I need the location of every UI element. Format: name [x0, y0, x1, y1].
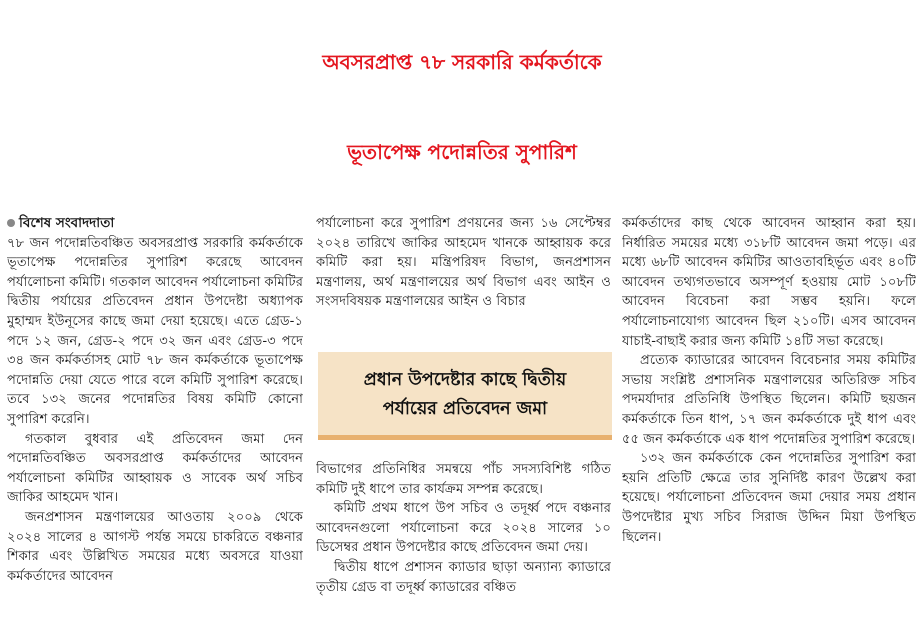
pull-quote-box [318, 352, 612, 440]
paragraph: বিভাগের প্রতিনিধির সমন্বয়ে পাঁচ সদস্যবিশিষ্ট গঠিত কমিটি দুই ধাপে তার কার্যক্রম সম্পন্ন করেছে। [316, 462, 611, 497]
paragraph: গতকাল বুধবার এই প্রতিবেদন জমা দেন পদোন্নতিবঞ্চিত অবসরপ্রাপ্ত কর্মকর্তাদের আবেদন পর্যালোচনা কমিটির আহ্বায়ক ও সাবেক অর্থ সচিব জাকির আহমেদ খান। [7, 431, 303, 506]
bullet-icon [7, 219, 15, 227]
article-column-3 [622, 214, 916, 641]
paragraph: কমিটি প্রথম ধাপে উপ সচিব ও তদূর্ধ্ব পদে বঞ্চনার আবেদনগুলো পর্যালোচনা করে ২০২৪ সালের ১০ ডিসেম্বর প্রধান উপদেষ্টার কাছে প্রতিবেদন জমা দেয়। [316, 501, 611, 556]
pull-quote-line-2: পর্যায়ের প্রতিবেদন জমা [382, 399, 548, 419]
headline-line-1: অবসরপ্রাপ্ত ৭৮ সরকারি কর্মকর্তাকে [322, 50, 602, 74]
article-column-2-bottom [316, 460, 611, 641]
byline-text: বিশেষ সংবাদদাতা [19, 215, 115, 231]
paragraph: কর্মকর্তাদের কাছ থেকে আবেদন আহ্বান করা হয়। নির্ধারিত সময়ের মধ্যে ৩১৮টি আবেদন জমা পড়ে। এর মধ্যে ৬৮টি আবেদন কমিটির আওতাবহির্ভূত এবং ৪০টি আবেদন তথ্যগতভাবে অসম্পূর্ণ হওয়ায় মোট ১০৮টি আবেদন বিবেচনা করা সম্ভব হয়নি। ফলে পর্যালোচনাযোগ্য আবেদন ছিল ২১০টি। এসব আবেদন যাচাই-বাছাই করার জন্য কমিটি ১৪টি সভা করেছে। [622, 216, 916, 349]
paragraph: ১৩২ জন কর্মকর্তাকে কেন পদোন্নতির সুপারিশ করা হয়নি প্রতিটি ক্ষেত্রে তার সুনির্দিষ্ট কারণ উল্লেখ করা হয়েছে। পর্যালোচনা প্রতিবেদন জমা দেয়ার সময় প্রধান উপদেষ্টার মুখ্য সচিব সিরাজ উদ্দিন মিয়া উপস্থিত ছিলেন। [622, 451, 916, 545]
paragraph: দ্বিতীয় ধাপে প্রশাসন ক্যাডার ছাড়া অন্যান্য ক্যাডারে তৃতীয় গ্রেড বা তদূর্ধ্ব ক্যাডারের বঞ্চিত [316, 559, 611, 595]
headline-line-2: ভূতাপেক্ষ পদোন্নতির সুপারিশ [347, 140, 577, 164]
paragraph: পর্যালোচনা করে সুপারিশ প্রণয়নের জন্য ১৬ সেপ্টেম্বর ২০২৪ তারিখে জাকির আহমেদ খানকে আহ্বায়ক করে কমিটি করা হয়। মন্ত্রিপরিষদ বিভাগ, জনপ্রশাসন মন্ত্রণালয়, অর্থ মন্ত্রণালয়ের অর্থ বিভাগ এবং আইন ও সংসদবিষয়ক মন্ত্রণালয়ের আইন ও বিচার [316, 216, 611, 310]
article-column-1 [7, 214, 303, 641]
paragraph: প্রত্যেক ক্যাডারের আবেদন বিবেচনার সময় কমিটির সভায় সংশ্লিষ্ট প্রশাসনিক মন্ত্রণালয়ের অতিরিক্ত সচিব পদমর্যাদার প্রতিনিধি উপস্থিত ছিলেন। কমিটি ছয়জন কর্মকর্তাকে তিন ধাপ, ১৭ জন কর্মকর্তাকে দুই ধাপ এবং ৫৫ জন কর্মকর্তাকে এক ধাপ পদোন্নতির সুপারিশ করেছে। [622, 353, 916, 447]
paragraph: জনপ্রশাসন মন্ত্রণালয়ের আওতায় ২০০৯ থেকে ২০২৪ সালের ৪ আগস্ট পর্যন্ত সময়ে চাকরিতে বঞ্চনার শিকার এবং উল্লিখিত সময়ের মধ্যে অবসরে যাওয়া কর্মকর্তাদের আবেদন [7, 509, 303, 584]
paragraph: ৭৮ জন পদোন্নতিবঞ্চিত অবসরপ্রাপ্ত সরকারি কর্মকর্তাকে ভূতাপেক্ষ পদোন্নতির সুপারিশ করেছে আবেদন পর্যালোচনা কমিটি। গতকাল আবেদন পর্যালোচনা কমিটির দ্বিতীয় পর্যায়ের প্রতিবেদন প্রধান উপদেষ্টা অধ্যাপক মুহাম্মদ ইউনূসের কাছে জমা দেয়া হয়েছে। এতে গ্রেড-১ পদে ১২ জন, গ্রেড-২ পদে ৩২ জন এবং গ্রেড-৩ পদে ৩৪ জন কর্মকর্তাসহ মোট ৭৮ জন কর্মকর্তাকে ভূতাপেক্ষ পদোন্নতি দেয়া যেতে পারে বলে কমিটি সুপারিশ করেছে। তবে ১৩২ জনের পদোন্নতির বিষয় কমিটি কোনো সুপারিশ করেনি। [7, 235, 303, 427]
byline [7, 214, 303, 234]
pull-quote-line-1: প্রধান উপদেষ্টার কাছে দ্বিতীয় [363, 370, 567, 390]
article-column-2-top [316, 214, 611, 334]
headline [0, 0, 924, 200]
